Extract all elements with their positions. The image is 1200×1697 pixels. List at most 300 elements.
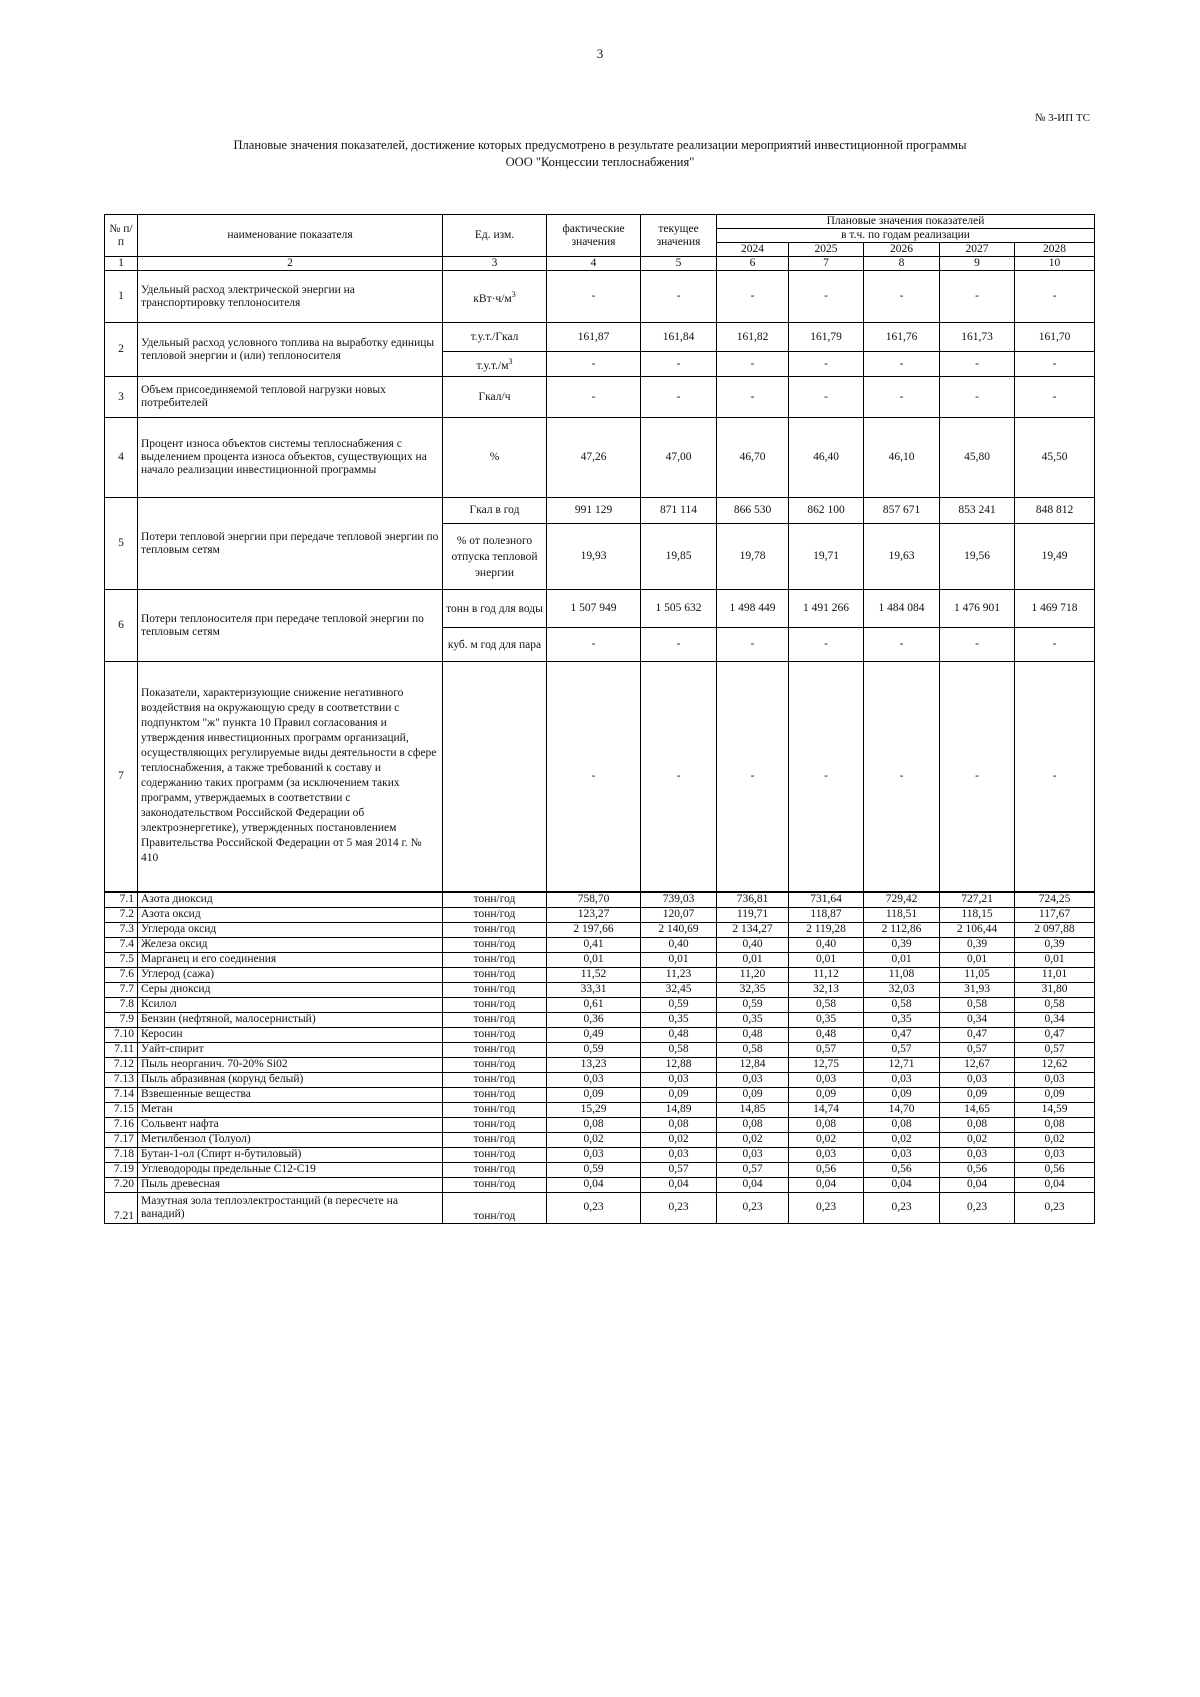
value-cell: 736,81 bbox=[717, 892, 789, 908]
indicator-name: Потери теплоносителя при передаче тепловой энергии по тепловым сетям bbox=[138, 590, 443, 662]
value-cell: 0,57 bbox=[641, 1162, 717, 1177]
value-cell: 1 476 901 bbox=[940, 590, 1015, 628]
indicator-name: Потери тепловой энергии при передаче тепловой энергии по тепловым сетям bbox=[138, 498, 443, 590]
row-number: 7 bbox=[105, 662, 138, 892]
row-number: 2 bbox=[105, 323, 138, 377]
value-cell: 0,01 bbox=[1015, 952, 1095, 967]
value-cell: 0,61 bbox=[547, 997, 641, 1012]
value-cell: 19,93 bbox=[547, 524, 641, 590]
value-cell: 0,02 bbox=[641, 1132, 717, 1147]
value-cell: 11,23 bbox=[641, 967, 717, 982]
value-cell: - bbox=[547, 271, 641, 323]
column-number: 5 bbox=[641, 257, 717, 271]
value-cell: 0,47 bbox=[1015, 1027, 1095, 1042]
substance-name: Бензин (нефтяной, малосернистый) bbox=[138, 1012, 443, 1027]
value-cell: 0,03 bbox=[1015, 1072, 1095, 1087]
column-number: 8 bbox=[864, 257, 940, 271]
substance-name: Сольвент нафта bbox=[138, 1117, 443, 1132]
header-current: текущее значения bbox=[641, 215, 717, 257]
row-number: 7.21 bbox=[105, 1192, 138, 1223]
value-cell: 32,45 bbox=[641, 982, 717, 997]
value-cell: 31,93 bbox=[940, 982, 1015, 997]
column-number: 7 bbox=[789, 257, 864, 271]
substance-row bbox=[105, 1192, 1095, 1223]
substance-row bbox=[105, 907, 1095, 922]
value-cell: 1 491 266 bbox=[789, 590, 864, 628]
value-cell: 0,03 bbox=[864, 1147, 940, 1162]
unit-cell: тонн/год bbox=[443, 1192, 547, 1223]
value-cell: 0,40 bbox=[789, 937, 864, 952]
value-cell: 0,56 bbox=[864, 1162, 940, 1177]
substance-name: Пыль неорганич. 70-20% Si02 bbox=[138, 1057, 443, 1072]
value-cell: 0,09 bbox=[641, 1087, 717, 1102]
value-cell: 0,36 bbox=[547, 1012, 641, 1027]
value-cell: 0,35 bbox=[641, 1012, 717, 1027]
value-cell: 0,01 bbox=[641, 952, 717, 967]
substance-row bbox=[105, 1042, 1095, 1057]
substance-name: Мазутная зола теплоэлектростанций (в пересчете на ванадий) bbox=[138, 1192, 443, 1223]
row-number: 7.8 bbox=[105, 997, 138, 1012]
value-cell: 848 812 bbox=[1015, 498, 1095, 524]
substance-row bbox=[105, 1087, 1095, 1102]
value-cell: 0,57 bbox=[940, 1042, 1015, 1057]
value-cell: 727,21 bbox=[940, 892, 1015, 908]
value-cell: 866 530 bbox=[717, 498, 789, 524]
indicator-name: Удельный расход электрической энергии на транспортировку теплоносителя bbox=[138, 271, 443, 323]
value-cell: 0,57 bbox=[1015, 1042, 1095, 1057]
value-cell: 11,12 bbox=[789, 967, 864, 982]
value-cell: 862 100 bbox=[789, 498, 864, 524]
value-cell: 0,23 bbox=[789, 1192, 864, 1223]
row-number: 7.10 bbox=[105, 1027, 138, 1042]
value-cell: 724,25 bbox=[1015, 892, 1095, 908]
value-cell: 12,62 bbox=[1015, 1057, 1095, 1072]
value-cell: 45,80 bbox=[940, 418, 1015, 498]
value-cell: 120,07 bbox=[641, 907, 717, 922]
row-number: 7.14 bbox=[105, 1087, 138, 1102]
row-number: 7.4 bbox=[105, 937, 138, 952]
value-cell: 123,27 bbox=[547, 907, 641, 922]
unit-cell: тонн/год bbox=[443, 1117, 547, 1132]
value-cell: 19,56 bbox=[940, 524, 1015, 590]
value-cell: 2 106,44 bbox=[940, 922, 1015, 937]
header-planned: Плановые значения показателей bbox=[717, 215, 1095, 229]
value-cell: 14,65 bbox=[940, 1102, 1015, 1117]
value-cell: 0,23 bbox=[547, 1192, 641, 1223]
unit-cell: тонн/год bbox=[443, 1027, 547, 1042]
form-code: № 3-ИП ТС bbox=[1034, 112, 1090, 124]
value-cell: 45,50 bbox=[1015, 418, 1095, 498]
unit-cell: тонн/год bbox=[443, 1147, 547, 1162]
value-cell: 0,48 bbox=[789, 1027, 864, 1042]
value-cell: 0,09 bbox=[940, 1087, 1015, 1102]
value-cell: 0,23 bbox=[717, 1192, 789, 1223]
value-cell: 0,03 bbox=[641, 1147, 717, 1162]
row-number: 7.15 bbox=[105, 1102, 138, 1117]
value-cell: - bbox=[717, 377, 789, 418]
header-year: 2028 bbox=[1015, 243, 1095, 257]
document-title bbox=[0, 137, 1200, 171]
value-cell: 32,13 bbox=[789, 982, 864, 997]
value-cell: 0,01 bbox=[864, 952, 940, 967]
unit-cell: тонн/год bbox=[443, 1012, 547, 1027]
value-cell: - bbox=[641, 377, 717, 418]
value-cell: 117,67 bbox=[1015, 907, 1095, 922]
value-cell: 0,09 bbox=[1015, 1087, 1095, 1102]
value-cell: 0,34 bbox=[1015, 1012, 1095, 1027]
value-cell: 2 119,28 bbox=[789, 922, 864, 937]
value-cell: 0,59 bbox=[547, 1162, 641, 1177]
indicators-table bbox=[104, 214, 1095, 1224]
value-cell: 0,48 bbox=[717, 1027, 789, 1042]
value-cell: 14,59 bbox=[1015, 1102, 1095, 1117]
value-cell: 0,02 bbox=[717, 1132, 789, 1147]
unit-cell: $кВт\cdot ч/м^3$ bbox=[443, 271, 547, 323]
substance-name: Углерод (сажа) bbox=[138, 967, 443, 982]
value-cell: 12,84 bbox=[717, 1057, 789, 1072]
unit-cell: куб. м год для пара bbox=[443, 628, 547, 662]
value-cell: 2 197,66 bbox=[547, 922, 641, 937]
value-cell: - bbox=[1015, 352, 1095, 377]
value-cell: 729,42 bbox=[864, 892, 940, 908]
substance-name: Метилбензол (Толуол) bbox=[138, 1132, 443, 1147]
value-cell: - bbox=[864, 662, 940, 892]
value-cell: 0,57 bbox=[864, 1042, 940, 1057]
indicator-name: Процент износа объектов системы теплоснабжения с выделением процента износа объектов, существующих на начало реализации инвестиционной программы bbox=[138, 418, 443, 498]
value-cell: - bbox=[940, 662, 1015, 892]
value-cell: 1 507 949 bbox=[547, 590, 641, 628]
value-cell: - bbox=[641, 662, 717, 892]
row-number: 7.2 bbox=[105, 907, 138, 922]
value-cell: - bbox=[789, 377, 864, 418]
value-cell: 0,02 bbox=[940, 1132, 1015, 1147]
value-cell: 0,09 bbox=[547, 1087, 641, 1102]
row-number: 7.1 bbox=[105, 892, 138, 908]
substance-row bbox=[105, 1177, 1095, 1192]
unit-cell: % от полезного отпуска тепловой энергии bbox=[443, 524, 547, 590]
substance-row bbox=[105, 1012, 1095, 1027]
value-cell: 0,56 bbox=[940, 1162, 1015, 1177]
value-cell: - bbox=[717, 628, 789, 662]
value-cell: - bbox=[1015, 628, 1095, 662]
value-cell: 11,01 bbox=[1015, 967, 1095, 982]
value-cell: 32,35 bbox=[717, 982, 789, 997]
unit-cell: Гкал/ч bbox=[443, 377, 547, 418]
value-cell: 0,48 bbox=[641, 1027, 717, 1042]
value-cell: 31,80 bbox=[1015, 982, 1095, 997]
value-cell: 0,01 bbox=[789, 952, 864, 967]
value-cell: - bbox=[1015, 271, 1095, 323]
value-cell: - bbox=[547, 377, 641, 418]
unit-cell bbox=[443, 662, 547, 892]
value-cell: - bbox=[717, 352, 789, 377]
value-cell: 0,03 bbox=[547, 1072, 641, 1087]
value-cell: 0,04 bbox=[789, 1177, 864, 1192]
value-cell: 19,78 bbox=[717, 524, 789, 590]
value-cell: 0,01 bbox=[547, 952, 641, 967]
substance-row bbox=[105, 1057, 1095, 1072]
value-cell: 0,08 bbox=[1015, 1117, 1095, 1132]
value-cell: 161,70 bbox=[1015, 323, 1095, 352]
value-cell: 853 241 bbox=[940, 498, 1015, 524]
value-cell: - bbox=[547, 352, 641, 377]
substance-row bbox=[105, 892, 1095, 908]
row-number: 4 bbox=[105, 418, 138, 498]
value-cell: 2 112,86 bbox=[864, 922, 940, 937]
value-cell: - bbox=[864, 271, 940, 323]
value-cell: - bbox=[717, 662, 789, 892]
value-cell: 161,73 bbox=[940, 323, 1015, 352]
value-cell: 0,59 bbox=[717, 997, 789, 1012]
value-cell: 11,08 bbox=[864, 967, 940, 982]
value-cell: - bbox=[864, 352, 940, 377]
value-cell: 47,00 bbox=[641, 418, 717, 498]
unit-cell: тонн/год bbox=[443, 997, 547, 1012]
value-cell: 0,08 bbox=[789, 1117, 864, 1132]
unit-cell: тонн/год bbox=[443, 1087, 547, 1102]
row-number: 7.19 bbox=[105, 1162, 138, 1177]
value-cell: 0,58 bbox=[864, 997, 940, 1012]
value-cell: 0,08 bbox=[940, 1117, 1015, 1132]
title-line-2: ООО "Концессии теплоснабжения" bbox=[505, 155, 695, 169]
unit-cell: тонн/год bbox=[443, 1057, 547, 1072]
row-number: 7.12 bbox=[105, 1057, 138, 1072]
value-cell: 1 484 084 bbox=[864, 590, 940, 628]
value-cell: 2 140,69 bbox=[641, 922, 717, 937]
header-year: 2027 bbox=[940, 243, 1015, 257]
unit-cell: Гкал в год bbox=[443, 498, 547, 524]
row-number: 5 bbox=[105, 498, 138, 590]
value-cell: 1 498 449 bbox=[717, 590, 789, 628]
value-cell: 0,08 bbox=[864, 1117, 940, 1132]
value-cell: - bbox=[1015, 662, 1095, 892]
value-cell: 0,03 bbox=[641, 1072, 717, 1087]
value-cell: 0,04 bbox=[864, 1177, 940, 1192]
value-cell: 0,58 bbox=[940, 997, 1015, 1012]
header-year: 2025 bbox=[789, 243, 864, 257]
substance-row bbox=[105, 922, 1095, 937]
header-actual: фактические значения bbox=[547, 215, 641, 257]
value-cell: - bbox=[641, 628, 717, 662]
substance-row bbox=[105, 1027, 1095, 1042]
value-cell: 0,58 bbox=[717, 1042, 789, 1057]
value-cell: 2 097,88 bbox=[1015, 922, 1095, 937]
value-cell: 0,56 bbox=[789, 1162, 864, 1177]
value-cell: - bbox=[789, 271, 864, 323]
value-cell: 0,02 bbox=[1015, 1132, 1095, 1147]
value-cell: 0,40 bbox=[717, 937, 789, 952]
value-cell: 0,57 bbox=[717, 1162, 789, 1177]
unit-cell: тонн/год bbox=[443, 1072, 547, 1087]
value-cell: 0,23 bbox=[940, 1192, 1015, 1223]
substance-name: Бутан-1-ол (Спирт н-бутиловый) bbox=[138, 1147, 443, 1162]
row-number: 7.7 bbox=[105, 982, 138, 997]
value-cell: 0,59 bbox=[547, 1042, 641, 1057]
value-cell: 161,82 bbox=[717, 323, 789, 352]
value-cell: 0,58 bbox=[641, 1042, 717, 1057]
value-cell: 19,71 bbox=[789, 524, 864, 590]
value-cell: 0,01 bbox=[717, 952, 789, 967]
substance-name: Азота диоксид bbox=[138, 892, 443, 908]
value-cell: - bbox=[641, 352, 717, 377]
value-cell: 161,84 bbox=[641, 323, 717, 352]
row-number: 6 bbox=[105, 590, 138, 662]
value-cell: 857 671 bbox=[864, 498, 940, 524]
value-cell: 0,41 bbox=[547, 937, 641, 952]
substance-row bbox=[105, 1162, 1095, 1177]
value-cell: 19,49 bbox=[1015, 524, 1095, 590]
value-cell: 0,56 bbox=[1015, 1162, 1095, 1177]
value-cell: 12,71 bbox=[864, 1057, 940, 1072]
value-cell: 0,35 bbox=[717, 1012, 789, 1027]
indicator-name: Объем присоединяемой тепловой нагрузки новых потребителей bbox=[138, 377, 443, 418]
value-cell: 161,87 bbox=[547, 323, 641, 352]
value-cell: 12,88 bbox=[641, 1057, 717, 1072]
value-cell: 11,52 bbox=[547, 967, 641, 982]
value-cell: 2 134,27 bbox=[717, 922, 789, 937]
value-cell: 0,03 bbox=[1015, 1147, 1095, 1162]
value-cell: 0,03 bbox=[940, 1147, 1015, 1162]
value-cell: 46,40 bbox=[789, 418, 864, 498]
value-cell: 0,23 bbox=[1015, 1192, 1095, 1223]
unit-cell: тонн в год для воды bbox=[443, 590, 547, 628]
value-cell: 0,39 bbox=[1015, 937, 1095, 952]
substance-name: Пыль древесная bbox=[138, 1177, 443, 1192]
value-cell: - bbox=[940, 377, 1015, 418]
value-cell: 0,02 bbox=[789, 1132, 864, 1147]
value-cell: 12,75 bbox=[789, 1057, 864, 1072]
value-cell: - bbox=[940, 628, 1015, 662]
value-cell: 118,51 bbox=[864, 907, 940, 922]
value-cell: 0,40 bbox=[641, 937, 717, 952]
header-year: 2024 bbox=[717, 243, 789, 257]
substance-row bbox=[105, 1072, 1095, 1087]
substance-name: Взвешенные вещества bbox=[138, 1087, 443, 1102]
value-cell: 12,67 bbox=[940, 1057, 1015, 1072]
value-cell: - bbox=[547, 662, 641, 892]
substance-row bbox=[105, 982, 1095, 997]
value-cell: 0,34 bbox=[940, 1012, 1015, 1027]
value-cell: 0,23 bbox=[864, 1192, 940, 1223]
value-cell: 0,08 bbox=[717, 1117, 789, 1132]
column-number: 1 bbox=[105, 257, 138, 271]
value-cell: 758,70 bbox=[547, 892, 641, 908]
column-number: 9 bbox=[940, 257, 1015, 271]
value-cell: 0,49 bbox=[547, 1027, 641, 1042]
value-cell: 19,63 bbox=[864, 524, 940, 590]
indicator-name: Показатели, характеризующие снижение негативного воздействия на окружающую среду в соответствии с подпунктом "ж" пункта 10 Правил согласования и утверждения инвестиционных программ организаций, осуществляющих регулируемые виды деятельности в сфере теплоснабжения, а также требований к составу и содержанию таких программ (за исключением таких программ, утверждаемых в соответствии с законодательством Российской Федерации об электроэнергетике), утвержденных постановлением Правительства Российской Федерации от 5 мая 2014 г. № 410 bbox=[138, 662, 443, 892]
value-cell: 0,59 bbox=[641, 997, 717, 1012]
value-cell: 19,85 bbox=[641, 524, 717, 590]
value-cell: 14,85 bbox=[717, 1102, 789, 1117]
value-cell: 0,03 bbox=[717, 1072, 789, 1087]
value-cell: 46,10 bbox=[864, 418, 940, 498]
unit-cell: $т.у.т./м^3$ bbox=[443, 352, 547, 377]
row-number: 7.5 bbox=[105, 952, 138, 967]
substance-name: Железа оксид bbox=[138, 937, 443, 952]
value-cell: 0,01 bbox=[940, 952, 1015, 967]
unit-cell: тонн/год bbox=[443, 922, 547, 937]
value-cell: 161,79 bbox=[789, 323, 864, 352]
value-cell: 47,26 bbox=[547, 418, 641, 498]
header-unit: Ед. изм. bbox=[443, 215, 547, 257]
substance-name: Марганец и его соединения bbox=[138, 952, 443, 967]
row-number: 7.9 bbox=[105, 1012, 138, 1027]
unit-cell: тонн/год bbox=[443, 1102, 547, 1117]
value-cell: 0,04 bbox=[641, 1177, 717, 1192]
value-cell: 11,05 bbox=[940, 967, 1015, 982]
substance-row bbox=[105, 1132, 1095, 1147]
substance-name: Метан bbox=[138, 1102, 443, 1117]
value-cell: - bbox=[789, 352, 864, 377]
column-number: 3 bbox=[443, 257, 547, 271]
substance-name: Пыль абразивная (корунд белый) bbox=[138, 1072, 443, 1087]
header-name: наименование показателя bbox=[138, 215, 443, 257]
value-cell: 0,03 bbox=[940, 1072, 1015, 1087]
row-number: 1 bbox=[105, 271, 138, 323]
value-cell: 15,29 bbox=[547, 1102, 641, 1117]
substance-row bbox=[105, 937, 1095, 952]
value-cell: 0,03 bbox=[789, 1147, 864, 1162]
row-number: 7.16 bbox=[105, 1117, 138, 1132]
row-number: 7.18 bbox=[105, 1147, 138, 1162]
row-number: 7.6 bbox=[105, 967, 138, 982]
column-number: 2 bbox=[138, 257, 443, 271]
substance-name: Азота оксид bbox=[138, 907, 443, 922]
unit-cell: тонн/год bbox=[443, 907, 547, 922]
substance-name: Керосин bbox=[138, 1027, 443, 1042]
unit-cell: тонн/год bbox=[443, 1162, 547, 1177]
value-cell: 161,76 bbox=[864, 323, 940, 352]
value-cell: 0,35 bbox=[864, 1012, 940, 1027]
value-cell: 0,04 bbox=[940, 1177, 1015, 1192]
value-cell: 0,03 bbox=[717, 1147, 789, 1162]
row-number: 7.17 bbox=[105, 1132, 138, 1147]
value-cell: - bbox=[641, 271, 717, 323]
value-cell: 0,02 bbox=[547, 1132, 641, 1147]
value-cell: 0,08 bbox=[547, 1117, 641, 1132]
header-year: 2026 bbox=[864, 243, 940, 257]
value-cell: - bbox=[864, 377, 940, 418]
value-cell: 0,57 bbox=[789, 1042, 864, 1057]
row-number: 7.20 bbox=[105, 1177, 138, 1192]
value-cell: - bbox=[789, 662, 864, 892]
value-cell: 0,47 bbox=[864, 1027, 940, 1042]
value-cell: 0,39 bbox=[940, 937, 1015, 952]
value-cell: 0,03 bbox=[547, 1147, 641, 1162]
value-cell: - bbox=[1015, 377, 1095, 418]
value-cell: - bbox=[717, 271, 789, 323]
substance-name: Углерода оксид bbox=[138, 922, 443, 937]
value-cell: 739,03 bbox=[641, 892, 717, 908]
row-number: 7.3 bbox=[105, 922, 138, 937]
substance-name: Ксилол bbox=[138, 997, 443, 1012]
substance-name: Углеводороды предельные С12-С19 bbox=[138, 1162, 443, 1177]
substance-row bbox=[105, 952, 1095, 967]
unit-cell: тонн/год bbox=[443, 1132, 547, 1147]
unit-cell: т.у.т./Гкал bbox=[443, 323, 547, 352]
value-cell: 33,31 bbox=[547, 982, 641, 997]
value-cell: - bbox=[864, 628, 940, 662]
title-line-1: Плановые значения показателей, достижение которых предусмотрено в результате реализации мероприятий инвестиционной программы bbox=[233, 138, 967, 152]
unit-cell: тонн/год bbox=[443, 892, 547, 908]
value-cell: 0,09 bbox=[864, 1087, 940, 1102]
value-cell: 0,23 bbox=[641, 1192, 717, 1223]
value-cell: 0,09 bbox=[717, 1087, 789, 1102]
column-number: 4 bbox=[547, 257, 641, 271]
page-number: 3 bbox=[596, 46, 604, 61]
indicator-name: Удельный расход условного топлива на выработку единицы тепловой энергии и (или) теплоносителя bbox=[138, 323, 443, 377]
